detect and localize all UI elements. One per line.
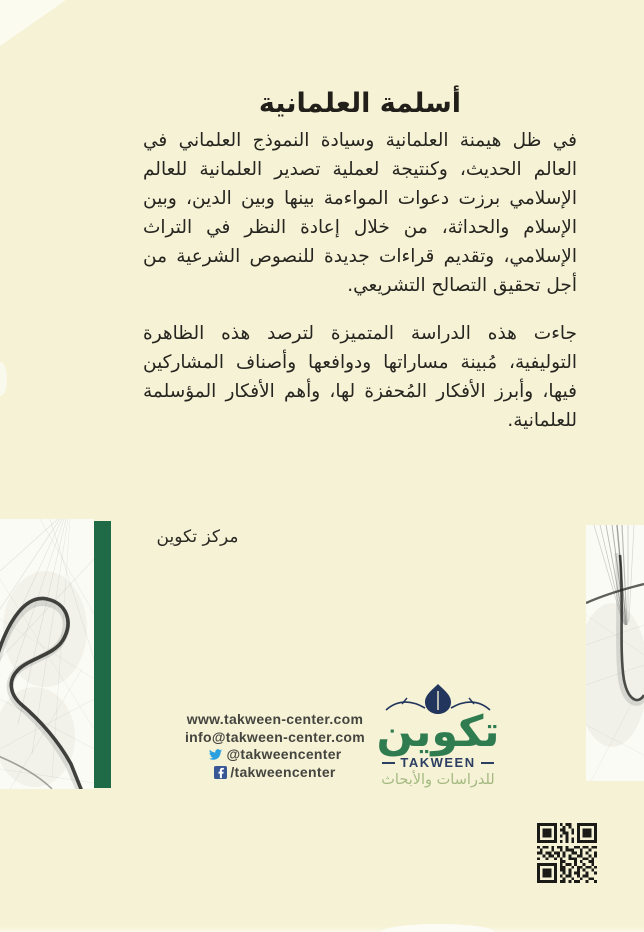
green-stripe bbox=[94, 521, 111, 788]
twitter-bird-icon bbox=[208, 748, 223, 761]
facebook-handle: /takweencenter bbox=[230, 763, 336, 780]
logo-dash-right bbox=[481, 762, 494, 764]
back-cover-blurb bbox=[143, 126, 577, 454]
contact-block bbox=[166, 711, 384, 781]
twitter-row bbox=[166, 746, 384, 764]
twitter-handle: @takweencenter bbox=[226, 746, 342, 762]
abstract-art-left bbox=[0, 519, 94, 789]
logo-name-english bbox=[372, 755, 504, 770]
scan-edge-artifact bbox=[0, 362, 7, 396]
logo-name-text: TAKWEEN bbox=[400, 755, 476, 770]
scan-corner-artifact bbox=[0, 0, 66, 46]
takween-logo bbox=[372, 683, 504, 788]
blurb-paragraph-1: في ظل هيمنة العلمانية وسيادة النموذج العلماني في العالم الحديث، وكنتيجة لعملية تصدير العلمانية للعالم الإسلامي برزت دعوات المواءمة بينها وبين الدين، وبين الإسلام والحداثة، من خلال إعادة النظر في التراث الإسلامي، وتقديم قراءات جديدة للنصوص الشرعية من أجل تحقيق التصالح التشريعي. bbox=[143, 130, 577, 296]
scan-bottom-edge bbox=[0, 926, 644, 932]
logo-dash-left bbox=[382, 762, 395, 764]
logo-tagline-arabic: للدراسات والأبحاث bbox=[381, 772, 495, 788]
facebook-f-icon bbox=[214, 766, 227, 779]
email-address: info@takween-center.com bbox=[184, 728, 366, 745]
abstract-art-right bbox=[586, 525, 644, 781]
qr-code bbox=[537, 822, 597, 884]
publisher-name: مركز تكوين bbox=[156, 527, 239, 547]
book-title: أسلمة العلمانية bbox=[258, 88, 462, 120]
facebook-row bbox=[166, 764, 384, 782]
scan-bottom-artifact bbox=[382, 924, 494, 932]
logo-wordmark-arabic: تكوين bbox=[376, 707, 500, 757]
blurb-paragraph-2: جاءت هذه الدراسة المتميزة لترصد هذه الظاهرة التوليفية، مُبينة مساراتها ودوافعها وأصناف المشاركين فيها، وأبرز الأفكار المُحفزة لها، وأهم الأفكار المؤسلمة للعلمانية. bbox=[143, 323, 577, 431]
website-url: www.takween-center.com bbox=[186, 711, 364, 727]
